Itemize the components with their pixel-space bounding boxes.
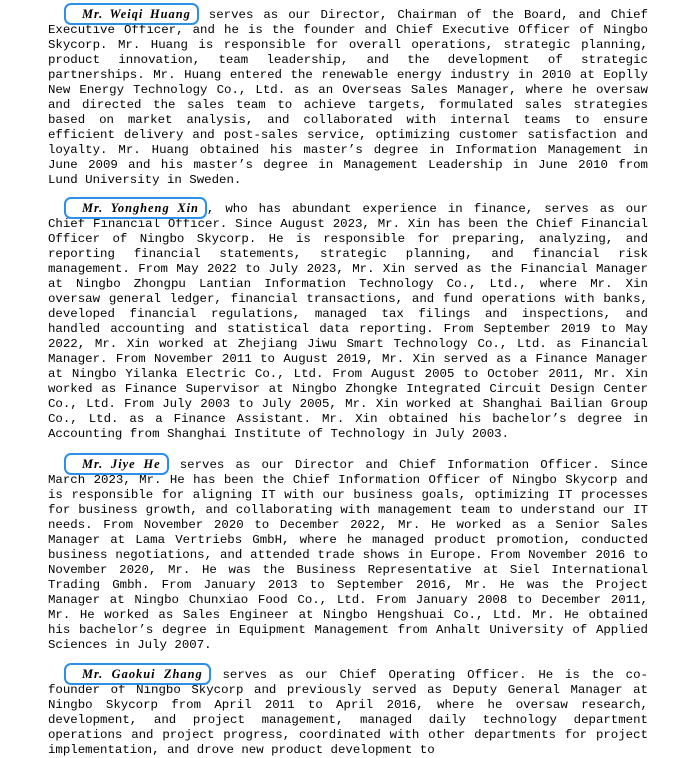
bio-paragraph-yongheng-xin bbox=[48, 201, 648, 442]
bio-text: , who has abundant experience in finance, serves as our Chief Financial Officer. Since August 2023, Mr. Xin has been the Chief Financial Officer of Ningbo Skycorp. He is responsible for preparing, analyzing, and reporting financial statements, strategic planning, and financial risk management. From May 2022 to July 2023, Mr. Xin served as the Financial Manager at Ningbo Zhongpu Lantian Information Technology Co., Ltd., where Mr. Xin oversaw general ledger, financial transactions, and fund operations with banks, developed financial regulations, managed tax filings and inspections, and handled accounting and statistical data reporting. From September 2019 to May 2022, Mr. Xin worked at Zhejiang Jiwu Smart Technology Co., Ltd. as Financial Manager. From November 2011 to August 2019, Mr. Xin served as a Finance Manager at Ningbo Yilanka Electric Co., Ltd. From August 2005 to October 2011, Mr. Xin worked as Finance Supervisor at Ningbo Zhongke Integrated Circuit Design Center Co., Ltd. From July 2003 to July 2005, Mr. Xin worked at Shanghai Bailian Group Co., Ltd. as a Finance Assistant. Mr. Xin obtained his bachelor’s degree in Accounting from Shanghai Institute of Technology in July 2003. bbox=[48, 202, 648, 441]
bio-paragraph-weiqi-huang bbox=[48, 7, 648, 188]
highlighted-name: Mr. Weiqi Huang bbox=[68, 7, 195, 21]
highlighted-name: Mr. Jiye He bbox=[68, 457, 165, 471]
document-page bbox=[48, 7, 648, 758]
bio-paragraph-jiye-he bbox=[48, 457, 648, 653]
highlighted-name: Mr. Gaokui Zhang bbox=[68, 667, 207, 681]
bio-text: serves as our Director, Chairman of the Board, and Chief Executive Officer, and he is the founder and Chief Executive Officer of Ningbo Skycorp. Mr. Huang is responsible for overall operations, strategic planning, product innovation, team leadership, and the development of strategic partnerships. Mr. Huang entered the renewable energy industry in 2010 at Eoplly New Energy Technology Co., Ltd. as an Overseas Sales Manager, where he oversaw and directed the sales team to achieve targets, formulated sales strategies based on market analysis, and collaborated with internal teams to ensure efficient delivery and post-sales service, optimizing customer satisfaction and loyalty. Mr. Huang obtained his master’s degree in Information Management in June 2009 and his master’s degree in Management Leadership in June 2010 from Lund University in Sweden. bbox=[48, 8, 648, 187]
highlighted-name: Mr. Yongheng Xin bbox=[68, 201, 203, 215]
bio-text: serves as our Director and Chief Information Officer. Since March 2023, Mr. He has been the Chief Information Officer of Ningbo Skycorp and is responsible for aligning IT with our business goals, optimizing IT processes for business growth, and collaborating with management team to understand our IT needs. From November 2020 to December 2022, Mr. He worked as a Senior Sales Manager at Lama Vertriebs GmbH, where he managed product promotion, conducted business negotiations, and attended trade shows in Europe. From November 2016 to November 2020, Mr. He was the Business Representative at Siel International Trading Gmbh. From January 2013 to September 2016, Mr. He was the Project Manager at Ningbo Chunxiao Food Co., Ltd. From January 2008 to December 2011, Mr. He worked as Sales Engineer at Ningbo Hengshuai Co., Ltd. Mr. He obtained his bachelor’s degree in Equipment Management from Anhalt University of Applied Sciences in July 2007. bbox=[48, 458, 648, 652]
bio-text: serves as our Chief Operating Officer. He is the co-founder of Ningbo Skycorp and previously served as Deputy General Manager at Ningbo Skycorp from April 2011 to April 2016, where he oversaw research, development, and project management, managed daily technology department operations and project progress, coordinated with other departments for project implementation, and drove new product development to bbox=[48, 668, 648, 757]
bio-paragraph-gaokui-zhang bbox=[48, 667, 648, 758]
